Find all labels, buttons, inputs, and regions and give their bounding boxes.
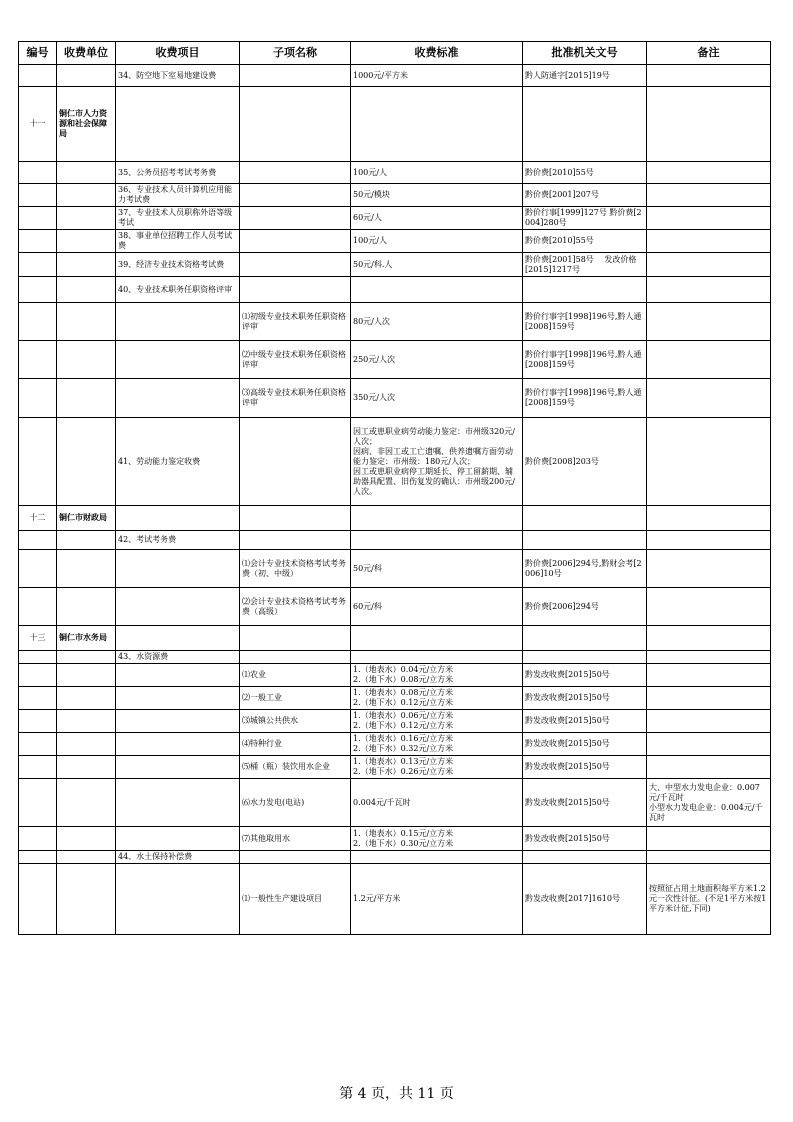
cell-doc: 黔价费[2001]58号 发改价格[2015]1217号 [523, 253, 647, 277]
cell-item [116, 87, 240, 162]
cell-std: 100元/人 [351, 162, 523, 184]
cell-doc: 黔发改收费[2017]1610号 [523, 864, 647, 935]
cell-note [647, 341, 771, 379]
cell-unit [57, 664, 116, 687]
cell-std: 50元/科 [351, 550, 523, 588]
header-cell: 收费标准 [351, 42, 523, 65]
page-footer: 第 4 页，共 11 页 [339, 1086, 454, 1102]
table-row [19, 864, 771, 935]
cell-note [647, 588, 771, 626]
cell-std: 1000元/平方米 [351, 65, 523, 87]
cell-num: 十二 [19, 506, 57, 531]
cell-note [647, 550, 771, 588]
cell-item: 36、专业技术人员计算机应用能力考试费 [116, 184, 240, 207]
cell-unit: 铜仁市财政局 [57, 506, 116, 531]
cell-note [647, 87, 771, 162]
cell-item [116, 588, 240, 626]
cell-item: 37、专业技术人员职称外语等级考试 [116, 207, 240, 230]
cell-item: 38、事业单位招聘工作人员考试费 [116, 230, 240, 253]
cell-doc: 黔发改收费[2015]50号 [523, 664, 647, 687]
cell-sub: ⑵会计专业技术资格考试考务费（高级） [240, 588, 351, 626]
cell-std [351, 277, 523, 303]
cell-item [116, 550, 240, 588]
table-row [19, 779, 771, 827]
cell-item [116, 626, 240, 651]
cell-doc [523, 531, 647, 550]
cell-doc: 黔价行事字[1998]196号,黔人通[2008]159号 [523, 379, 647, 418]
cell-doc: 黔发改收费[2015]50号 [523, 733, 647, 756]
cell-sub: ⑴一般性生产建设项目 [240, 864, 351, 935]
cell-num [19, 851, 57, 864]
cell-std: 100元/人 [351, 230, 523, 253]
cell-doc: 黔价行事字[1998]196号,黔人通[2008]159号 [523, 341, 647, 379]
cell-item [116, 664, 240, 687]
table-row [19, 65, 771, 87]
cell-doc: 黔人防通字[2015]19号 [523, 65, 647, 87]
cell-unit: 铜仁市水务局 [57, 626, 116, 651]
cell-sub: ⑵一般工业 [240, 687, 351, 710]
table-row [19, 687, 771, 710]
cell-doc [523, 626, 647, 651]
cell-unit [57, 851, 116, 864]
cell-std: 1.（地表水）0.15元/立方米 2.（地下水）0.30元/立方米 [351, 827, 523, 851]
table-row [19, 664, 771, 687]
cell-num [19, 230, 57, 253]
cell-std: 1.（地表水）0.13元/立方米 2.（地下水）0.26元/立方米 [351, 756, 523, 779]
cell-sub: ⑺其他取用水 [240, 827, 351, 851]
cell-doc [523, 87, 647, 162]
cell-std: 60元/科 [351, 588, 523, 626]
table-row [19, 550, 771, 588]
cell-note [647, 687, 771, 710]
cell-doc: 黔价费[2010]55号 [523, 230, 647, 253]
cell-note [647, 379, 771, 418]
header-row [19, 42, 771, 65]
cell-sub [240, 184, 351, 207]
cell-num [19, 65, 57, 87]
cell-note [647, 827, 771, 851]
cell-note [647, 65, 771, 87]
cell-num [19, 864, 57, 935]
cell-num [19, 687, 57, 710]
cell-item [116, 303, 240, 341]
cell-unit [57, 756, 116, 779]
cell-num [19, 756, 57, 779]
cell-std: 250元/人次 [351, 341, 523, 379]
cell-unit [57, 588, 116, 626]
cell-sub: ⑹水力发电(电站) [240, 779, 351, 827]
cell-note [647, 277, 771, 303]
cell-unit [57, 65, 116, 87]
table-row [19, 827, 771, 851]
cell-sub [240, 162, 351, 184]
cell-item [116, 341, 240, 379]
cell-num [19, 277, 57, 303]
cell-unit [57, 710, 116, 733]
cell-note: 按照征占用土地面积每平方米1.2元一次性计征。(不足1平方米按1平方米计征,下同) [647, 864, 771, 935]
cell-unit [57, 827, 116, 851]
header-cell: 批准机关文号 [523, 42, 647, 65]
cell-std: 1.2元/平方米 [351, 864, 523, 935]
cell-unit [57, 253, 116, 277]
cell-doc: 黔发改收费[2015]50号 [523, 779, 647, 827]
cell-note [647, 733, 771, 756]
cell-sub [240, 207, 351, 230]
header-cell: 备注 [647, 42, 771, 65]
cell-note [647, 253, 771, 277]
cell-num [19, 779, 57, 827]
cell-doc: 黔发改收费[2015]50号 [523, 756, 647, 779]
cell-std [351, 87, 523, 162]
cell-item [116, 864, 240, 935]
cell-sub [240, 65, 351, 87]
cell-item [116, 710, 240, 733]
table-row [19, 87, 771, 162]
cell-item: 40、专业技术职务任职资格评审 [116, 277, 240, 303]
cell-num [19, 379, 57, 418]
cell-std [351, 651, 523, 664]
cell-note [647, 710, 771, 733]
cell-unit [57, 230, 116, 253]
table-row [19, 253, 771, 277]
cell-std: 0.004元/千瓦时 [351, 779, 523, 827]
cell-note: 大、中型水力发电企业：0.007元/千瓦时 小型水力发电企业：0.004元/千瓦时 [647, 779, 771, 827]
cell-unit [57, 341, 116, 379]
cell-doc: 黔价行事字[1998]196号,黔人通[2008]159号 [523, 303, 647, 341]
cell-num [19, 184, 57, 207]
cell-num [19, 341, 57, 379]
cell-doc: 黔价费[2001]207号 [523, 184, 647, 207]
cell-sub: ⑶城镇公共供水 [240, 710, 351, 733]
cell-sub [240, 230, 351, 253]
table-row [19, 207, 771, 230]
cell-sub: ⑶高级专业技术职务任职资格评审 [240, 379, 351, 418]
cell-doc: 黔价费[2010]55号 [523, 162, 647, 184]
cell-std: 60元/人 [351, 207, 523, 230]
cell-num [19, 303, 57, 341]
cell-num [19, 162, 57, 184]
cell-std [351, 531, 523, 550]
table-row [19, 303, 771, 341]
cell-item: 39、经济专业技术资格考试费 [116, 253, 240, 277]
cell-num: 十一 [19, 87, 57, 162]
cell-item [116, 756, 240, 779]
fee-table [18, 41, 771, 935]
cell-item [116, 506, 240, 531]
cell-note [647, 303, 771, 341]
cell-sub [240, 87, 351, 162]
table-row [19, 379, 771, 418]
cell-sub [240, 626, 351, 651]
cell-note [647, 531, 771, 550]
cell-num [19, 418, 57, 506]
cell-sub: ⑴会计专业技术资格考试考务费（初、中级） [240, 550, 351, 588]
cell-item: 41、劳动能力鉴定收费 [116, 418, 240, 506]
cell-sub: ⑸桶（瓶）装饮用水企业 [240, 756, 351, 779]
cell-std: 1.（地表水）0.16元/立方米 2.（地下水）0.32元/立方米 [351, 733, 523, 756]
cell-unit [57, 733, 116, 756]
table-row [19, 506, 771, 531]
cell-std: 50元/科.人 [351, 253, 523, 277]
cell-sub [240, 651, 351, 664]
cell-doc: 黔发改收费[2015]50号 [523, 827, 647, 851]
cell-item [116, 779, 240, 827]
cell-num [19, 550, 57, 588]
cell-unit [57, 184, 116, 207]
cell-num: 十三 [19, 626, 57, 651]
cell-sub: ⑴农业 [240, 664, 351, 687]
table-row [19, 626, 771, 651]
cell-item: 44、水土保持补偿费 [116, 851, 240, 864]
cell-item [116, 687, 240, 710]
cell-unit [57, 550, 116, 588]
cell-num [19, 827, 57, 851]
cell-doc: 黔价费[2006]294号,黔财会考[2006]10号 [523, 550, 647, 588]
cell-num [19, 733, 57, 756]
cell-note [647, 230, 771, 253]
cell-sub [240, 506, 351, 531]
table-row [19, 710, 771, 733]
cell-sub [240, 253, 351, 277]
table-row [19, 588, 771, 626]
cell-std [351, 626, 523, 651]
cell-std: 80元/人次 [351, 303, 523, 341]
cell-doc: 黔价费[2006]294号 [523, 588, 647, 626]
cell-doc: 黔发改收费[2015]50号 [523, 710, 647, 733]
cell-sub [240, 277, 351, 303]
cell-unit [57, 207, 116, 230]
cell-item: 43、水资源费 [116, 651, 240, 664]
cell-note [647, 418, 771, 506]
cell-doc: 黔价费[2008]203号 [523, 418, 647, 506]
header-cell: 子项名称 [240, 42, 351, 65]
cell-unit [57, 379, 116, 418]
cell-doc [523, 651, 647, 664]
cell-item: 34、防空地下室易地建设费 [116, 65, 240, 87]
cell-note [647, 184, 771, 207]
cell-sub: ⑵中级专业技术职务任职资格评审 [240, 341, 351, 379]
table-row [19, 531, 771, 550]
table-row [19, 418, 771, 506]
cell-note [647, 162, 771, 184]
table-row [19, 341, 771, 379]
table-row [19, 277, 771, 303]
table-row [19, 162, 771, 184]
cell-note [647, 756, 771, 779]
cell-item [116, 379, 240, 418]
table-row [19, 851, 771, 864]
cell-std [351, 851, 523, 864]
cell-doc: 黔发改收费[2015]50号 [523, 687, 647, 710]
cell-note [647, 651, 771, 664]
cell-num [19, 253, 57, 277]
cell-std: 1.（地表水）0.06元/立方米 2.（地下水）0.12元/立方米 [351, 710, 523, 733]
cell-note [647, 506, 771, 531]
table-row [19, 733, 771, 756]
cell-num [19, 531, 57, 550]
cell-item: 42、考试考务费 [116, 531, 240, 550]
cell-num [19, 664, 57, 687]
cell-note [647, 851, 771, 864]
cell-unit [57, 779, 116, 827]
cell-std: 1.（地表水）0.08元/立方米 2.（地下水）0.12元/立方米 [351, 687, 523, 710]
cell-unit [57, 687, 116, 710]
cell-unit [57, 303, 116, 341]
cell-unit [57, 864, 116, 935]
cell-std: 1.（地表水）0.04元/立方米 2.（地下水）0.08元/立方米 [351, 664, 523, 687]
table-row [19, 184, 771, 207]
cell-item [116, 733, 240, 756]
table-row [19, 230, 771, 253]
cell-std: 350元/人次 [351, 379, 523, 418]
cell-std: 因工或患职业病劳动能力鉴定：市州级320元/人次； 因病、非因工或工亡遗嘱、供养遗嘱方面劳动能力鉴定：市州级：180元/人次； 因工或患职业病停工期延长、停工留薪期、辅助器具配置、旧伤复发的确认：市州级200元/人次。 [351, 418, 523, 506]
cell-unit: 铜仁市人力资源和社会保障局 [57, 87, 116, 162]
cell-sub [240, 418, 351, 506]
cell-sub: ⑴初级专业技术职务任职资格评审 [240, 303, 351, 341]
cell-num [19, 588, 57, 626]
cell-doc [523, 506, 647, 531]
cell-num [19, 207, 57, 230]
cell-sub [240, 531, 351, 550]
cell-std [351, 506, 523, 531]
cell-sub [240, 851, 351, 864]
cell-unit [57, 277, 116, 303]
cell-unit [57, 162, 116, 184]
cell-note [647, 207, 771, 230]
cell-note [647, 664, 771, 687]
cell-num [19, 710, 57, 733]
cell-unit [57, 651, 116, 664]
cell-doc [523, 851, 647, 864]
table-row [19, 651, 771, 664]
header-cell: 收费单位 [57, 42, 116, 65]
cell-sub: ⑷特种行业 [240, 733, 351, 756]
header-cell: 收费项目 [116, 42, 240, 65]
cell-item [116, 827, 240, 851]
cell-doc: 黔价行事[1999]127号 黔价费[2004]280号 [523, 207, 647, 230]
cell-num [19, 651, 57, 664]
table-row [19, 756, 771, 779]
cell-note [647, 626, 771, 651]
cell-item: 35、公务员招考考试考务费 [116, 162, 240, 184]
cell-unit [57, 531, 116, 550]
cell-doc [523, 277, 647, 303]
cell-unit [57, 418, 116, 506]
cell-std: 50元/模块 [351, 184, 523, 207]
header-cell: 编号 [19, 42, 57, 65]
